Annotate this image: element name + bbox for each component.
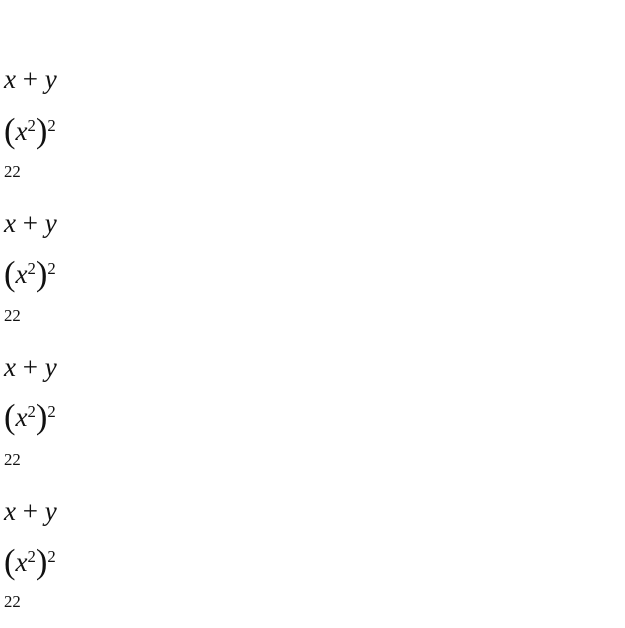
part-c-line-2: $(x^2)^2$ [4, 398, 56, 436]
part-d-line-1: x + y [4, 496, 57, 526]
part-a-line-3: 22 [4, 161, 21, 181]
part-b-line-1: x + y [4, 208, 57, 238]
part-a-line-2: $(x^2)^2$ [4, 112, 56, 150]
part-d-line-3: 22 [4, 591, 21, 611]
part-c-line-3: 22 [4, 449, 21, 469]
part-a-line-1: x + y [4, 64, 57, 94]
part-b-line-3: 22 [4, 305, 21, 325]
part-d-line-2: $(x^2)^2$ [4, 543, 56, 581]
part-b-line-2: $(x^2)^2$ [4, 255, 56, 293]
part-c-line-1: x + y [4, 352, 57, 382]
